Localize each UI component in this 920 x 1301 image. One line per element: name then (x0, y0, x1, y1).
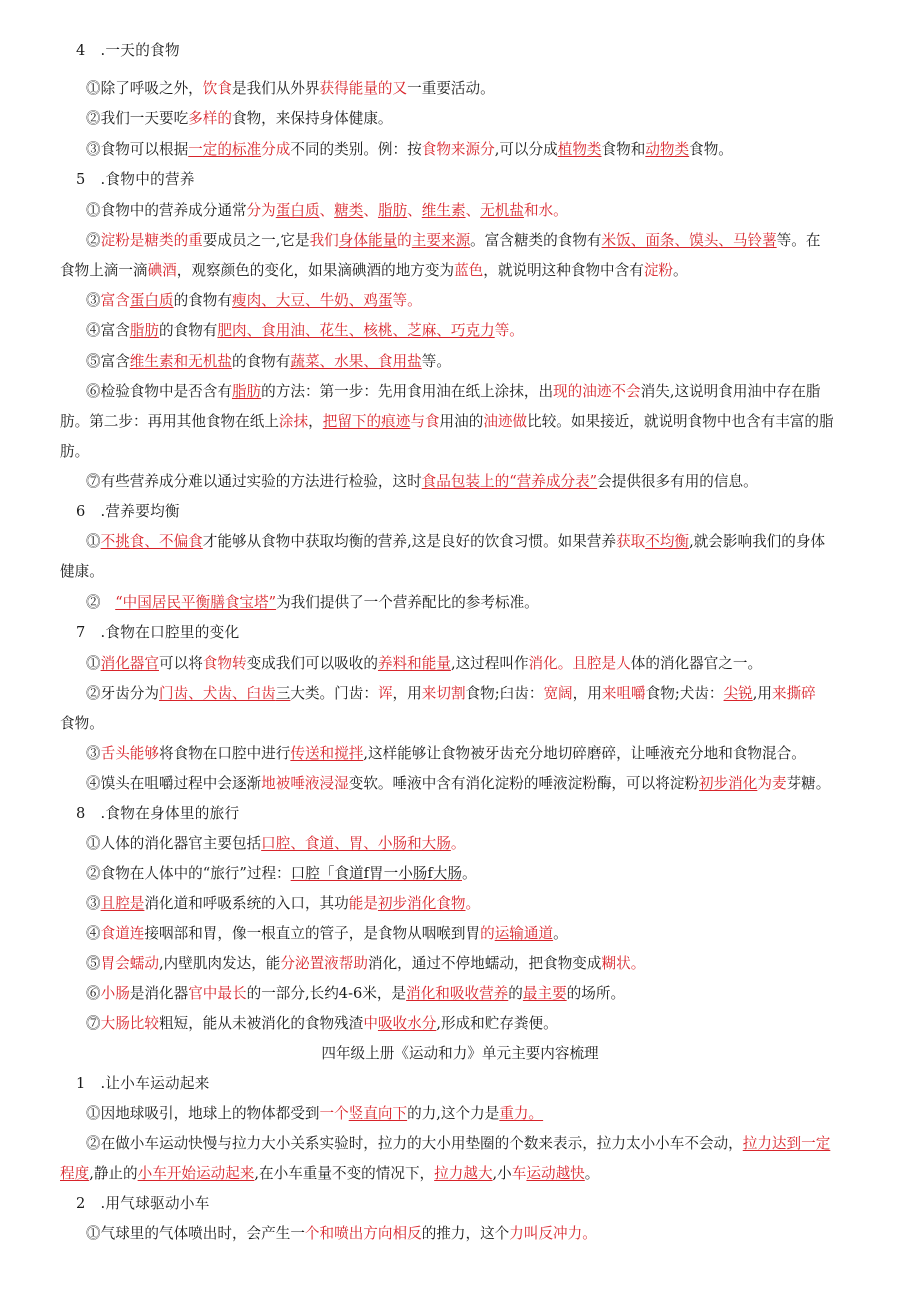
text-run: 食物;臼齿： (465, 685, 544, 702)
text-line (86, 533, 825, 551)
highlighted-term: 和水。 (523, 202, 568, 219)
highlighted-term: 维生素 (421, 202, 466, 219)
section-heading (76, 1195, 210, 1213)
section-heading (76, 42, 180, 60)
highlighted-term: 尖锐 (723, 685, 753, 702)
text-line (86, 925, 568, 943)
text-line (60, 715, 104, 733)
text-line (60, 1165, 599, 1183)
highlighted-term: 运动越快 (526, 1165, 585, 1182)
highlighted-term: 竖直向下 (348, 1105, 408, 1122)
text-run: 。 (462, 865, 477, 882)
highlighted-term: 淀粉是糖类的重 (100, 232, 203, 249)
text-run: ⓵除了呼吸之外， (86, 80, 203, 97)
highlighted-term: 等。 (494, 322, 524, 339)
highlighted-term: 身体能量 (338, 232, 398, 249)
highlighted-term: 分为 (246, 202, 276, 219)
text-run: ,内壁肌肉发达，能 (159, 955, 281, 972)
text-line (86, 292, 422, 310)
text-run: ⓶ (86, 594, 116, 611)
highlighted-term: 养料和能量 (377, 655, 451, 672)
highlighted-term: 小肠 (100, 985, 130, 1002)
highlighted-term: 脂肪 (231, 383, 262, 400)
text-run: 为我们提供了一个营养配比的参考标准。 (276, 594, 539, 611)
highlighted-term: 最主要 (522, 985, 567, 1002)
text-run: ⓻ (86, 1015, 101, 1032)
text-line (86, 232, 820, 250)
text-line (86, 473, 758, 491)
text-run: ⓷ (86, 745, 101, 762)
text-run: ,这样能够让食物被牙齿充分地切碎磨碎，让唾液充分地和食物混合。 (363, 745, 806, 762)
text-run: 等。在 (776, 232, 821, 249)
text-run: ⓵气球里的气体喷出时，会产生一 (86, 1225, 305, 1242)
text-line (60, 413, 834, 431)
highlighted-term: 米饭、面条、馍头、马铃薯 (601, 232, 777, 249)
highlighted-term: 糖类 (334, 202, 364, 219)
text-run: ⓻有些营养成分难以通过实验的方法进行检验，这时 (86, 473, 422, 490)
highlighted-term: 、 (407, 202, 422, 219)
highlighted-term: 食物来源分 (421, 141, 495, 158)
text-run: 变成我们可以吸收的 (246, 655, 378, 672)
text-line (86, 1225, 597, 1243)
highlighted-term: 宽阔 (543, 685, 573, 702)
text-run: 6 .营养要均衡 (76, 503, 180, 520)
highlighted-term: 现的油迹不会 (553, 383, 641, 400)
highlighted-term: 把留下的痕迹 (322, 413, 411, 430)
text-run: 是我们从外界 (231, 80, 320, 97)
highlighted-term: 、 (363, 202, 378, 219)
highlighted-term: 糊状 (601, 955, 631, 972)
text-run: ⓵ (86, 533, 101, 550)
text-run: ，用 (392, 685, 422, 702)
highlighted-term: 个和喷出方向相反 (304, 1225, 422, 1242)
highlighted-term: 获取 (616, 533, 646, 550)
text-line (86, 1135, 830, 1153)
text-run: 的方法：第一步：先用食用油在纸上涂抹，出 (261, 383, 554, 400)
text-run: ,这过程叫作 (450, 655, 529, 672)
text-run: ⓷ (86, 292, 101, 309)
text-run: 7 .食物在口腔里的变化 (76, 624, 240, 641)
text-run: 用油的 (439, 413, 484, 430)
highlighted-term: 。 (465, 895, 481, 912)
text-run: ⓵因地球吸引，地球上的物体都受到 (86, 1105, 320, 1122)
text-run: 食物。 (689, 141, 733, 158)
text-run: ⓸馍头在咀嚼过程中会逐渐 (86, 775, 262, 792)
section-heading (76, 624, 239, 642)
text-run: ,形成和贮存粪便。 (436, 1015, 558, 1032)
text-line (86, 110, 393, 128)
highlighted-term: 脂肪 (377, 202, 408, 219)
highlighted-term: 且腔是 (100, 895, 145, 912)
text-line (86, 865, 477, 883)
text-run: ,用 (752, 685, 772, 702)
highlighted-term: 维生素和无机盐 (129, 353, 232, 370)
text-run: ⓵食物中的营养成分通常 (86, 202, 247, 219)
text-line (60, 443, 89, 461)
text-line (86, 655, 762, 673)
unit-title (0, 1045, 920, 1063)
highlighted-term: 肥肉、食用油、花生、核桃、芝麻、巧克力 (217, 322, 495, 339)
highlighted-term: 初步消化食物 (377, 895, 466, 912)
text-run: 一重要活动。 (407, 80, 495, 97)
text-run: 。 (553, 925, 568, 942)
highlighted-term: 蛋白质 (129, 292, 174, 309)
text-run: 食物，来保持身体健康。 (231, 110, 393, 127)
text-run: 食物上滴一滴 (60, 262, 148, 279)
text-run: ，就说明这种食物中含有 (483, 262, 644, 279)
text-run: ⓶ (86, 232, 101, 249)
highlighted-term: 淀粉 (643, 262, 674, 279)
text-run: ⓺ (86, 985, 101, 1002)
highlighted-term: 。 (630, 955, 646, 972)
highlighted-term: 小车开始运动起来 (137, 1165, 255, 1182)
highlighted-term: 食道连 (100, 925, 145, 942)
text-run: 2 .用气球驱动小车 (76, 1195, 210, 1212)
text-run: 。富含糖类的食物有 (470, 232, 602, 249)
highlighted-term: 富含 (100, 292, 130, 309)
highlighted-term: 分成 (261, 141, 291, 158)
highlighted-term: 大肠比较 (100, 1015, 159, 1032)
text-run: 的场所。 (566, 985, 626, 1002)
text-run: 。 (673, 262, 688, 279)
text-run: ⓹富含 (86, 353, 130, 370)
highlighted-term: “中国居民平衡膳食宝塔” (115, 594, 277, 611)
highlighted-term: 程度 (60, 1165, 90, 1182)
highlighted-term: 初步消化 (698, 775, 758, 792)
text-line (86, 1105, 543, 1123)
text-run: 的推力，这个 (421, 1225, 510, 1242)
text-run: ⓶在做小车运动快慢与拉力大小关系实验时，拉力的大小用垫圈的个数来表示，拉力太小小车不会动， (86, 1135, 743, 1152)
text-line (86, 745, 806, 763)
highlighted-term: 口腔、食道、胃、小肠和大肠 (261, 835, 451, 852)
text-line (86, 322, 524, 340)
highlighted-term: 多样的 (188, 110, 232, 127)
text-line (86, 80, 495, 98)
highlighted-term: 食品包装上的“营养成分表” (421, 473, 598, 490)
section-heading (76, 805, 239, 823)
text-line (86, 835, 465, 853)
text-run: 的食物有 (231, 353, 291, 370)
highlighted-term: 蔬菜、水果、食用盐 (290, 353, 422, 370)
section-heading (76, 1075, 210, 1093)
text-line (86, 141, 733, 159)
text-run: 的食物有 (173, 292, 232, 309)
text-run: ,小 (492, 1165, 512, 1182)
text-run: 的一部分,长约4-6米，是 (246, 985, 407, 1002)
highlighted-term: 来撕碎 (771, 685, 816, 702)
text-run: 四年级上册《运动和力》单元主要内容梳理 (321, 1045, 599, 1062)
highlighted-term: 蓝色 (454, 262, 484, 279)
text-run: 大类。门齿： (290, 685, 378, 702)
text-line (86, 594, 539, 612)
text-run: 不同的类别。例：按 (290, 141, 422, 158)
text-run: 等。 (421, 353, 451, 370)
highlighted-term: 植物类 (557, 141, 602, 158)
text-run: 接咽部和胃，像一根直立的管子，是食物从咽喉到胃 (144, 925, 481, 942)
text-line (86, 383, 820, 401)
text-run: 食物。 (60, 715, 104, 732)
highlighted-term: 诨 (377, 685, 393, 702)
highlighted-term: 不均衡 (645, 533, 690, 550)
highlighted-term: 拉力达到一定 (742, 1135, 831, 1152)
highlighted-term: 车 (511, 1165, 527, 1182)
highlighted-term: 的 (480, 925, 495, 942)
text-run: 粗短，能从未被消化的食物残渣 (159, 1015, 364, 1032)
text-run: ⓵ (86, 655, 101, 672)
text-line (60, 563, 104, 581)
text-run: 5 .食物中的营养 (76, 171, 195, 188)
text-run: ⓶食物在人体中的“旅行”过程： (86, 865, 291, 882)
highlighted-term: 与食 (410, 413, 440, 430)
highlighted-term: 饮食 (202, 80, 232, 97)
highlighted-term: 分泌置液帮助 (280, 955, 368, 972)
text-run: 体的消化器官之一。 (630, 655, 763, 672)
highlighted-term: 门齿、犬齿、臼齿 (158, 685, 276, 702)
highlighted-term: 官中最长 (188, 985, 247, 1002)
section-heading (76, 503, 180, 521)
highlighted-term: 、 (319, 202, 335, 219)
text-run: ⓶牙齿分为 (86, 685, 159, 702)
highlighted-term: 食物转 (202, 655, 247, 672)
highlighted-term: 涂抹 (278, 413, 309, 430)
text-run: 的力,这个力是 (407, 1105, 500, 1122)
highlighted-term: 我们 (309, 232, 339, 249)
highlighted-term: 来咀嚼 (601, 685, 646, 702)
text-line (86, 353, 451, 371)
highlighted-term: 为麦 (757, 775, 787, 792)
highlighted-term: 。 (450, 835, 466, 852)
highlighted-term: 吸收水分 (377, 1015, 437, 1032)
text-run: 8 .食物在身体里的旅行 (76, 805, 240, 822)
highlighted-term: 传送和搅拌 (290, 745, 364, 762)
text-run: 芽糖。 (786, 775, 831, 792)
text-run: 比较。如果接近，就说明食物中也含有丰富的脂 (527, 413, 834, 430)
highlighted-term: 消化。且腔是人 (528, 655, 631, 672)
text-line (86, 685, 816, 703)
highlighted-term: 主要来源 (411, 232, 471, 249)
text-run: ⓷食物可以根据 (86, 141, 189, 158)
text-run: 。 (584, 1165, 600, 1182)
highlighted-term: 等。 (392, 292, 422, 309)
highlighted-term: 来切割 (421, 685, 466, 702)
text-run: ⓸ (86, 925, 101, 942)
text-run: 肪。第二步：再用其他食物在纸上 (60, 413, 279, 430)
text-run: 消化，通过不停地蠕动，把食物变成 (367, 955, 602, 972)
highlighted-term: 一个 (319, 1105, 349, 1122)
highlighted-term: 重力。 (499, 1105, 544, 1122)
text-run: ,静止的 (89, 1165, 138, 1182)
text-run: 口腔「食道f胃一小肠f大肠 (290, 865, 462, 882)
highlighted-term: 中 (363, 1015, 378, 1032)
highlighted-term: 运输通道 (494, 925, 554, 942)
highlighted-term: 碘酒 (147, 262, 177, 279)
text-line (86, 202, 568, 220)
highlighted-term: 脂肪 (129, 322, 159, 339)
highlighted-term: 、 (465, 202, 481, 219)
highlighted-term: 能是 (348, 895, 378, 912)
text-line (86, 895, 480, 913)
highlighted-term: 获得能量的又 (319, 80, 408, 97)
text-line (86, 1015, 558, 1033)
highlighted-term: 胃会蠕动 (100, 955, 159, 972)
text-run: ,可以分成 (494, 141, 558, 158)
section-heading (76, 171, 195, 189)
text-run: ⓷ (86, 895, 101, 912)
highlighted-term: 瘦肉、大豆、牛奶、鸡蛋 (232, 292, 393, 309)
highlighted-term: 的 (397, 232, 412, 249)
text-run: 要成员之一,它是 (202, 232, 310, 249)
text-run: 4 .一天的食物 (76, 42, 180, 59)
text-run: ， (308, 413, 323, 430)
text-run: 食物;犬齿： (645, 685, 724, 702)
text-run: 才能够从食物中获取均衡的营养,这是良好的饮食习惯。如果营养 (202, 533, 617, 550)
text-run: ,就会影响我们的身体 (689, 533, 826, 550)
text-line (86, 985, 625, 1003)
text-run: ⓶我们一天要吃 (86, 110, 189, 127)
text-run: 会提供很多有用的信息。 (597, 473, 758, 490)
highlighted-term: 地被唾液浸湿 (261, 775, 349, 792)
text-run: ⓺检验食物中是否含有 (86, 383, 232, 400)
highlighted-term: 无机盐 (480, 202, 524, 219)
highlighted-term: 力叫反冲力。 (509, 1225, 597, 1242)
highlighted-term: 拉力越大 (434, 1165, 493, 1182)
text-run: ⓹ (86, 955, 101, 972)
text-run: ⓸富含 (86, 322, 130, 339)
text-run: 1 .让小车运动起来 (76, 1075, 210, 1092)
text-run: 是消化器 (129, 985, 189, 1002)
text-run: 将食物在口腔中进行 (159, 745, 291, 762)
highlighted-term: 消化器官 (100, 655, 159, 672)
text-run: ，观察颜色的变化，如果滴碘酒的地方变为 (176, 262, 455, 279)
highlighted-term: 一定的标准 (188, 141, 262, 158)
highlighted-term: 蛋白质 (275, 202, 320, 219)
text-run: ，用 (572, 685, 602, 702)
highlighted-term: 油迹做 (483, 413, 528, 430)
text-run: 三 (275, 685, 291, 702)
text-line (86, 955, 645, 973)
highlighted-term: 不挑食、不偏食 (100, 533, 203, 550)
highlighted-term: 舌头能够 (100, 745, 159, 762)
text-run: 肪。 (60, 443, 90, 460)
text-run: 消失,这说明食用油中存在脂 (640, 383, 821, 400)
text-line (86, 775, 830, 793)
text-run: 消化道和呼吸系统的入口，其功 (144, 895, 349, 912)
text-run: 的 (508, 985, 523, 1002)
highlighted-term: 消化和吸收营养 (406, 985, 509, 1002)
text-run: ,在小车重量不变的情况下， (254, 1165, 435, 1182)
text-run: 的食物有 (159, 322, 218, 339)
text-run: 变软。唾液中含有消化淀粉的唾液淀粉酶，可以将淀粉 (348, 775, 699, 792)
text-run: ⓵人体的消化器官主要包括 (86, 835, 262, 852)
highlighted-term: 动物类 (645, 141, 690, 158)
text-line (60, 262, 688, 280)
text-run: 食物和 (601, 141, 646, 158)
text-run: 健康。 (60, 563, 104, 580)
text-run: 可以将 (159, 655, 203, 672)
